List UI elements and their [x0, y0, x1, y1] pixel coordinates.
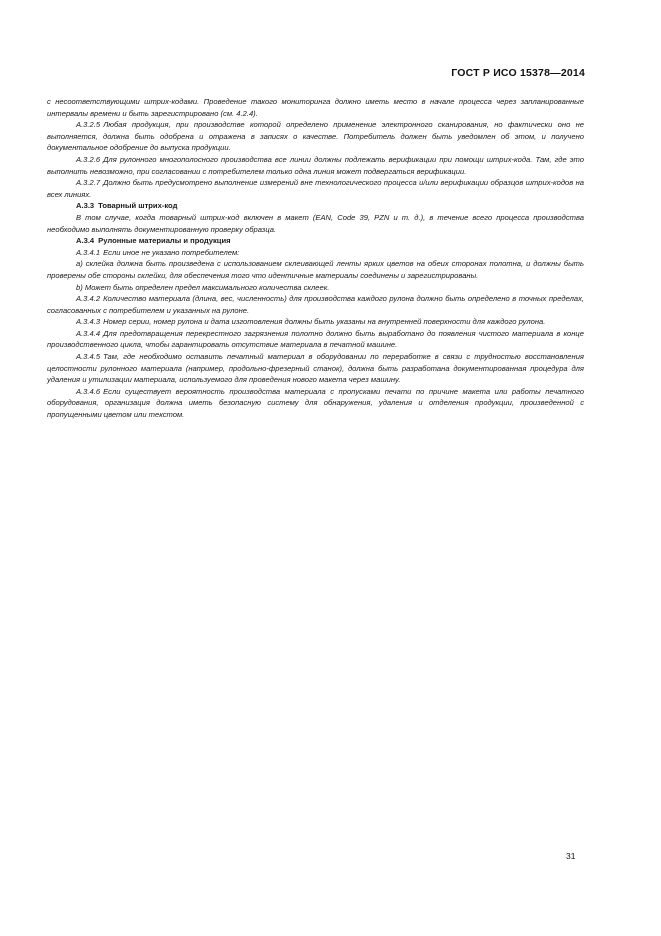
- paragraph-barcode: В том случае, когда товарный штрих-код включен в макет (EAN, Code 39, PZN и т. д.), в течение всего процесса производства необходимо выполнять документированную проверку образца.: [47, 212, 584, 234]
- clause-a-3-4-5: А.3.4.5 Там, где необходимо оставить печатный материал в оборудовании по переработке в связи с трудностью восстановления целостности рулонного материала (например, продольно-фрезерный станок), должна быть разработана документированная процедура для удаления и утилизации материала, используемого для проведения нового макета через машину.: [47, 352, 584, 385]
- list-item-b: b) Может быть определен предел максимального количества склеек.: [76, 282, 330, 292]
- clause-number: А.3.4.3: [76, 317, 101, 327]
- clause-number: А.3.2.7: [76, 178, 101, 188]
- clause-number: А.3.2.5: [76, 120, 101, 130]
- document-body: [47, 96, 584, 421]
- clause-a-3-4-1: А.3.4.1 Если иное не указано потребителем:: [76, 247, 240, 257]
- clause-a-3-4-3: А.3.4.3 Номер серии, номер рулона и дата изготовления должны быть указаны на внутренней поверхности для каждого рулона.: [76, 317, 546, 327]
- clause-a-3-4-6: А.3.4.6 Если существует вероятность производства материала с пропусками печати по причине макета или работы печатного оборудования, организация должна иметь безопасную систему для обнаружения, удаления и отделения продукции, произведенной с пропущенными цветом или текстом.: [47, 386, 584, 420]
- section-heading-a-3-4: [47, 235, 584, 247]
- section-number: А.3.4: [76, 236, 95, 246]
- list-item-a: а) склейка должна быть произведена с использованием склеивающей ленты ярких цветов на обеих сторонах полотна, и должны быть проверены обе стороны склейки, для обеспечения того что идентичные материалы соединены и зарегистрированы.: [47, 259, 584, 280]
- clause-number: А.3.4.5: [76, 352, 101, 362]
- page-number: 31: [566, 851, 576, 861]
- paragraph-continued: с несоответствующими штрих-кодами. Проведение такого мониторинга должно иметь место в начале процесса через запланированные интервалы времени и быть зарегистрировано (см. 4.2.4).: [47, 97, 584, 118]
- clause-number: А.3.4.2: [76, 294, 101, 304]
- clause-a-3-2-6: А.3.2.6 Для рулонного многополосного производства все линии должны подлежать верификации при помощи штрих-кода. Там, где это выполнить невозможно, при согласовании с потребителем только одна линия может подвергаться верификации.: [47, 154, 584, 176]
- standard-header: ГОСТ Р ИСО 15378—2014: [451, 67, 585, 79]
- clause-number: А.3.4.4: [76, 328, 101, 338]
- clause-number: А.3.2.6: [76, 154, 101, 164]
- section-number: А.3.3: [76, 201, 95, 211]
- section-heading-a-3-3: [47, 200, 584, 212]
- clause-number: А.3.4.1: [76, 247, 101, 257]
- clause-a-3-4-2: А.3.4.2 Количество материала (длина, вес, численность) для производства каждого рулона должно быть определено в точных пределах, согласованных с потребителем и указанных на рулоне.: [47, 294, 584, 315]
- clause-a-3-2-7: А.3.2.7 Должно быть предусмотрено выполнение измерений вне технологического процесса и/или верификации образцов штрих-кодов на всех линиях.: [47, 178, 584, 199]
- section-title: Товарный штрих-код: [98, 201, 178, 211]
- clause-a-3-4-4: А.3.4.4 Для предотвращения перекрестного загрязнения полотно должно быть выработано до появления чистого материала в конце производственного цикла, чтобы гарантировать отсутствие материала в печатной машине.: [47, 328, 584, 350]
- clause-number: А.3.4.6: [76, 386, 101, 396]
- section-title: Рулонные материалы и продукция: [98, 236, 231, 246]
- clause-a-3-2-5: А.3.2.5 Любая продукция, при производстве которой определено применение электронного сканирования, но фактически оно не выполняется, должна быть одобрена и отражена в записях о качестве. Потребитель должен быть уведомлен об этом, и получено документальное одобрение до выпуска продукции.: [47, 120, 584, 153]
